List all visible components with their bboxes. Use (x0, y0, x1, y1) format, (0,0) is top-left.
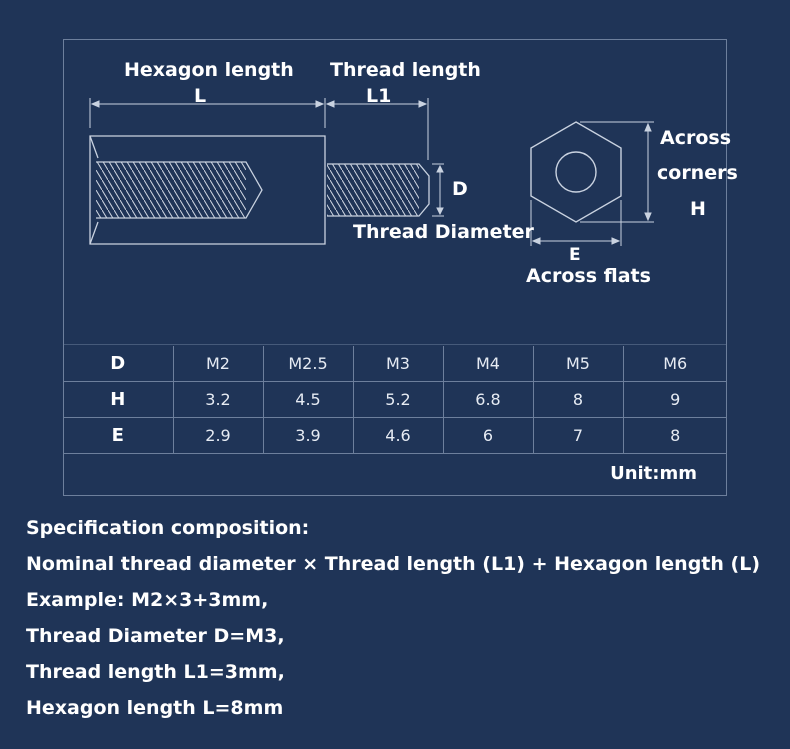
notes-line: Example: M2×3+3mm, (26, 589, 269, 611)
dimension-h (580, 122, 654, 222)
table-cell: 8 (623, 418, 727, 454)
specification-table (63, 346, 727, 492)
table-row-e (63, 418, 727, 454)
thread-diameter-symbol: D (452, 178, 468, 200)
across-corners-label-line2: corners (657, 162, 738, 184)
unit-label: Unit:mm (610, 462, 697, 484)
notes-line: Nominal thread diameter × Thread length (L1) + Hexagon length (L) (26, 553, 761, 575)
table-unit-row (63, 454, 727, 493)
table-row-d (63, 346, 727, 382)
table-row-h (63, 382, 727, 418)
notes-line: Hexagon length L=8mm (26, 697, 284, 719)
table-cell: 6 (443, 418, 533, 454)
across-corners-symbol: H (690, 198, 706, 220)
table-cell: 6.8 (443, 382, 533, 418)
table-cell: 5.2 (353, 382, 443, 418)
thread-length-symbol: L1 (366, 85, 392, 107)
hexagon-end-view (531, 122, 621, 222)
table-cell: 8 (533, 382, 623, 418)
table-cell: 7 (533, 418, 623, 454)
dimension-e (531, 200, 621, 246)
notes-heading: Specification composition: (26, 517, 310, 539)
across-corners-label-line1: Across (660, 127, 732, 149)
notes-line: Thread Diameter D=M3, (26, 625, 285, 647)
table-cell: M2.5 (263, 346, 353, 382)
dimension-l1 (327, 98, 428, 160)
thread-length-label: Thread length (330, 59, 481, 81)
table-cell: M5 (533, 346, 623, 382)
table-cell: M2 (173, 346, 263, 382)
row-header: E (63, 418, 173, 454)
notes-line: Thread length L1=3mm, (26, 661, 285, 683)
row-header: D (63, 346, 173, 382)
table-cell: 4.5 (263, 382, 353, 418)
across-flats-label: Across flats (526, 265, 651, 287)
across-flats-symbol: E (569, 245, 581, 265)
row-header: H (63, 382, 173, 418)
table-cell: M6 (623, 346, 727, 382)
table-cell: 2.9 (173, 418, 263, 454)
hexagon-length-symbol: L (194, 85, 207, 107)
hexagon-length-label: Hexagon length (124, 59, 294, 81)
specification-notes (26, 510, 760, 726)
table-cell: 4.6 (353, 418, 443, 454)
table-cell: M3 (353, 346, 443, 382)
table-cell: 9 (623, 382, 727, 418)
thread-diameter-label: Thread Diameter (353, 221, 534, 243)
table-cell: M4 (443, 346, 533, 382)
dimension-d (432, 164, 444, 216)
dimension-l (90, 98, 325, 128)
table-cell: 3.9 (263, 418, 353, 454)
table-cell: 3.2 (173, 382, 263, 418)
